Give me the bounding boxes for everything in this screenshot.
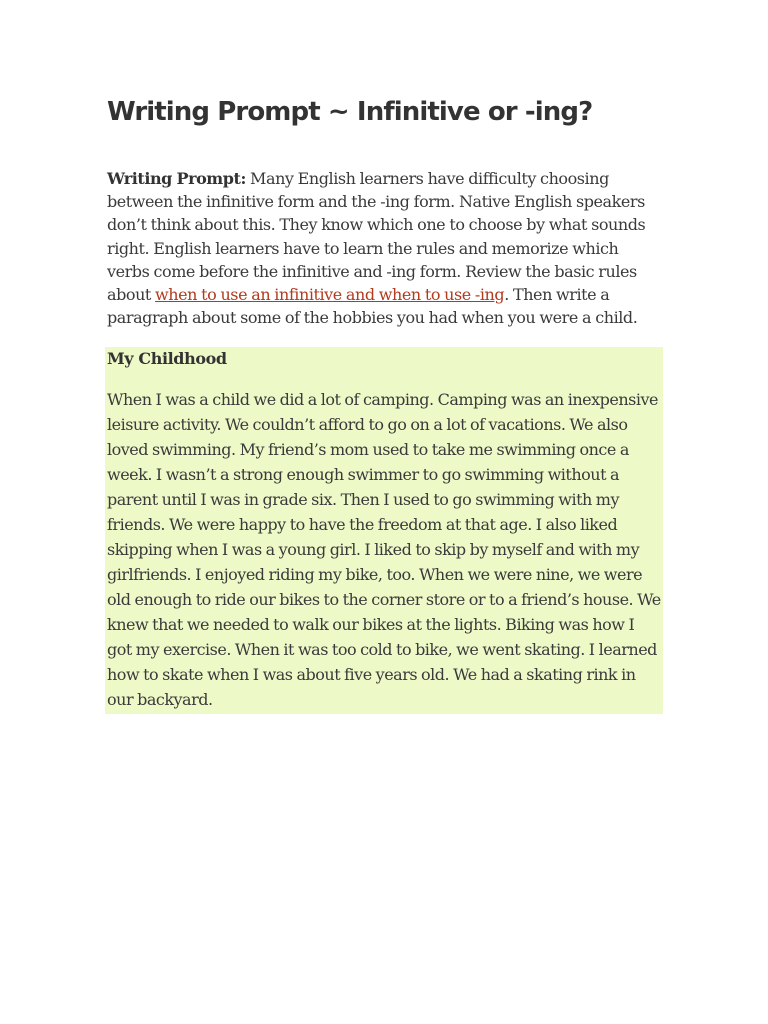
page-title: Writing Prompt ~ Infinitive or -ing?	[107, 97, 593, 127]
writing-prompt-paragraph	[107, 167, 663, 329]
essay-body: When I was a child we did a lot of camping. Camping was an inexpensive leisure activity. We couldn’t afford to go on a lot of vacations. We also loved swimming. My friend’s mom used to take me swimming once a week. I wasn’t a strong enough swimmer to go swimming without a parent until I was in grade six. Then I used to go swimming with my friends. We were happy to have the freedom at that age. I also liked skipping when I was a young girl. I liked to skip by myself and with my girlfriends. I enjoyed riding my bike, too. When we were nine, we were old enough to ride our bikes to the corner store or to a friend’s house. We knew that we needed to walk our bikes at the lights. Biking was how I got my exercise. When it was too cold to bike, we went skating. I learned how to skate when I was about five years old. We had a skating rink in our backyard.	[107, 390, 661, 709]
prompt-text-before-link: Many English learners have difficulty choosing between the infinitive form and the -ing form. Native English speakers don’t think about this. They know which one to choose by what sounds right. English learners have to learn the rules and memorize which verbs come before the infinitive and -ing form. Review the basic rules about	[107, 169, 646, 305]
infinitive-vs-ing-link[interactable]: when to use an infinitive and when to use -ing	[155, 285, 505, 305]
prompt-label: Writing Prompt:	[107, 169, 246, 188]
essay-highlight-box	[105, 347, 663, 714]
prompt-text-after-link: . Then write a paragraph about some of the hobbies you had when you were a child.	[107, 285, 638, 328]
essay-title: My Childhood	[107, 349, 227, 368]
